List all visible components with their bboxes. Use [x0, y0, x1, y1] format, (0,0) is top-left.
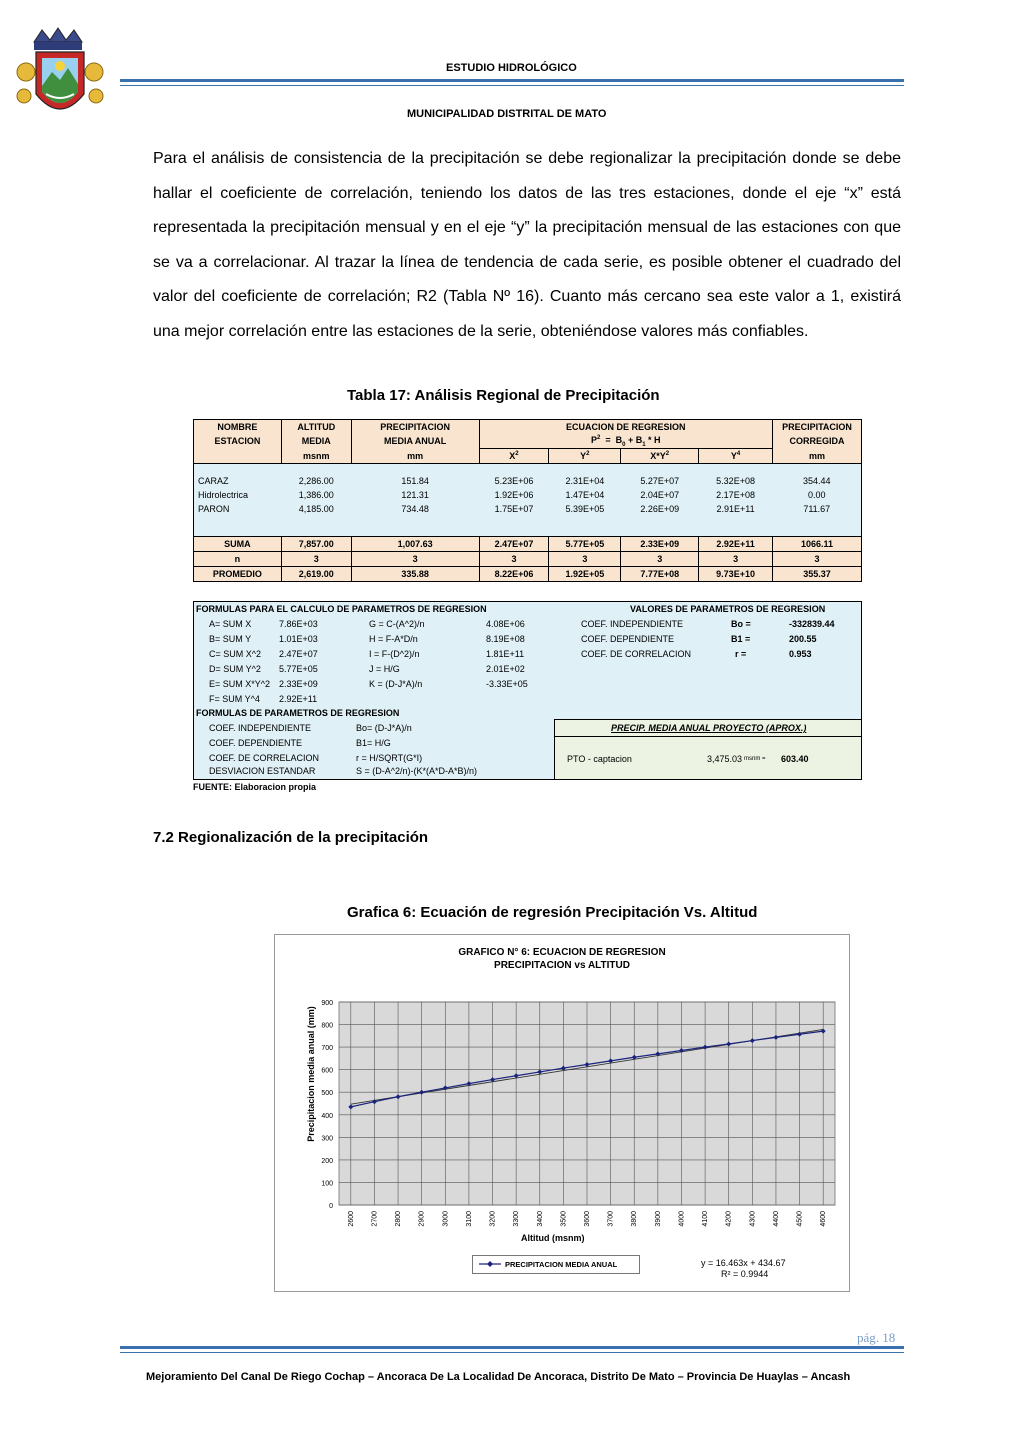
col-formula: $P^2 = B_0 + B_1 * H$ — [479, 434, 773, 449]
table-row — [194, 488, 862, 502]
chart-caption: Grafica 6: Ecuación de regresión Precipitación Vs. Altitud — [347, 904, 758, 921]
x-tick-label: 2700 — [371, 1211, 379, 1227]
table-source: FUENTE: Elaboracion propia — [193, 782, 317, 792]
col-corregida: CORREGIDA — [773, 434, 862, 449]
cell: 121.31 — [401, 490, 429, 500]
formula-value: 8.19E+08 — [486, 634, 525, 644]
cell: 2.33E+09 — [621, 537, 699, 552]
param-symbol: r = — [735, 649, 747, 659]
x-tick-label: 3800 — [631, 1211, 639, 1227]
param-value: 200.55 — [789, 634, 817, 644]
col-precip-corr: PRECIPITACION — [773, 420, 862, 435]
x-tick-label: 4000 — [678, 1211, 686, 1227]
cell: 2,619.00 — [281, 567, 351, 582]
col-media: MEDIA — [281, 434, 351, 449]
formula2-expr: Bo= (D-J*A)/n — [356, 723, 412, 733]
cell: 1,007.63 — [351, 537, 479, 552]
col-estacion: ESTACION — [194, 434, 282, 449]
proj-title: PRECIP. MEDIA ANUAL PROYECTO (APROX.) — [611, 723, 807, 733]
proj-alt: 3,475.03 — [707, 754, 743, 764]
suma-row — [194, 537, 862, 552]
formula-value: 2.33E+09 — [279, 679, 318, 689]
col-msnm: msnm — [281, 449, 351, 464]
regional-analysis-table — [193, 419, 862, 582]
x-tick-label: 3500 — [560, 1211, 568, 1227]
param-symbol: B1 = — [731, 634, 751, 644]
x-tick-label: 3900 — [654, 1211, 662, 1227]
cell: 5.23E+06 — [494, 476, 534, 486]
section-heading: 7.2 Regionalización de la precipitación — [153, 829, 429, 846]
formula-label: G = C-(A^2)/n — [369, 619, 425, 629]
y-axis-label: Precipitacion media anual (mm) — [306, 1006, 316, 1142]
cell: 5.39E+05 — [565, 504, 605, 514]
formula-value: 4.08E+06 — [486, 619, 525, 629]
x-tick-label: 3300 — [513, 1211, 521, 1227]
cell: 734.48 — [401, 504, 429, 514]
formula2-label: COEF. DE CORRELACION — [209, 753, 320, 763]
valores-title: VALORES DE PARAMETROS DE REGRESION — [630, 604, 826, 614]
formula-label: C= SUM X^2 — [209, 649, 261, 659]
footer-text: Mejoramiento Del Canal De Riego Cochap – Ancoraca De La Localidad De Ancoraca, Distrito De Mato – Provincia De Huaylas – Ancash — [146, 1371, 851, 1383]
x-tick-label: 4200 — [725, 1211, 733, 1227]
cell: Hidrolectrica — [194, 488, 282, 502]
cell: 2.17E+08 — [716, 490, 755, 500]
col-xy2: $X*Y^2$ — [621, 449, 699, 464]
formula-label: E= SUM X*Y^2 — [209, 679, 270, 689]
formula2-expr: B1= H/G — [356, 738, 391, 748]
param-symbol: Bo = — [731, 619, 751, 629]
cell: 1066.11 — [773, 537, 862, 552]
cell: 355.37 — [773, 567, 862, 582]
x-tick-label: 2800 — [395, 1211, 403, 1227]
proj-unit: msnm = — [744, 756, 766, 762]
formula-label: A= SUM X — [209, 619, 252, 629]
chart-title-line: GRAFICO N° 6: ECUACION DE REGRESION — [458, 947, 666, 958]
header-divider-thin — [120, 85, 904, 86]
x-tick-label: 3700 — [607, 1211, 615, 1227]
legend-marker-icon — [479, 1260, 501, 1268]
chart-frame — [274, 934, 850, 1292]
cell: PROMEDIO — [194, 567, 282, 582]
cell: 3 — [479, 552, 549, 567]
formula-value: 5.77E+05 — [279, 664, 318, 674]
y-tick-label: 200 — [321, 1157, 333, 1165]
trend-equation: y = 16.463x + 434.67 — [701, 1258, 786, 1268]
footer-divider-thin — [120, 1352, 904, 1353]
footer-divider — [120, 1346, 904, 1349]
x-tick-label: 3100 — [465, 1211, 473, 1227]
proj-value: 603.40 — [781, 754, 809, 764]
formula2-expr: S = (D-A^2/n)-(K*(A*D-A*B)/n) — [356, 766, 477, 776]
cell: 7,857.00 — [281, 537, 351, 552]
project-box — [554, 719, 861, 779]
cell: 2,286.00 — [298, 476, 334, 486]
formulas2-title: FORMULAS DE PARAMETROS DE REGRESION — [196, 708, 400, 718]
formula-value: 7.86E+03 — [279, 619, 318, 629]
formula2-expr: r = H/SQRT(G*I) — [356, 753, 423, 763]
cell: 3 — [699, 552, 773, 567]
cell: 3 — [621, 552, 699, 567]
y-tick-label: 400 — [321, 1112, 333, 1120]
col-media-anual: MEDIA ANUAL — [351, 434, 479, 449]
x-tick-label: 2600 — [347, 1211, 355, 1227]
y-tick-label: 700 — [321, 1045, 333, 1053]
x-tick-label: 4600 — [820, 1211, 828, 1227]
formula-label: F= SUM Y^4 — [209, 694, 260, 704]
formula-value: -3.33E+05 — [486, 679, 528, 689]
x-axis-label: Altitud (msnm) — [521, 1233, 585, 1243]
col-altitud: ALTITUD — [281, 420, 351, 435]
cell: 3 — [549, 552, 621, 567]
y-tick-label: 800 — [321, 1022, 333, 1030]
formula-label: J = H/G — [369, 664, 400, 674]
y-tick-label: 500 — [321, 1090, 333, 1098]
formula-value: 1.01E+03 — [279, 634, 318, 644]
formula-label: H = F-A*D/n — [369, 634, 418, 644]
table-row — [194, 502, 862, 516]
cell: 2.92E+11 — [699, 537, 773, 552]
n-row — [194, 552, 862, 567]
x-tick-label: 3400 — [536, 1211, 544, 1227]
body-paragraph: Para el análisis de consistencia de la precipitación se debe regionalizar la precipitación donde se debe hallar el coeficiente de correlación, teniendo los datos de las tres estaciones, donde el eje “x” está representada la precipitación mensual y en el eje “y” la precipitación mensual de las estaciones con que se va a correlacionar. Al trazar la línea de tendencia de cada serie, es posible obtener el cuadrado del valor del coeficiente de correlación; R2 (Tabla Nº 16). Cuanto más cercano sea este valor a 1, existirá una mejor correlación entre las estaciones de la serie, obteniéndose valores más confiables. — [153, 150, 901, 340]
formula-value: 1.81E+11 — [486, 649, 525, 659]
formula2-label: COEF. INDEPENDIENTE — [209, 723, 312, 733]
cell: 1.75E+07 — [494, 504, 534, 514]
cell: SUMA — [194, 537, 282, 552]
cell: 4,185.00 — [298, 504, 334, 514]
cell: 3 — [281, 552, 351, 567]
formula-value: 2.01E+02 — [486, 664, 525, 674]
param-label: COEF. DE CORRELACION — [581, 649, 692, 659]
cell: 354.44 — [773, 474, 862, 488]
formula-label: D= SUM Y^2 — [209, 664, 261, 674]
cell: 1.92E+06 — [494, 490, 534, 500]
y-tick-label: 300 — [321, 1135, 333, 1143]
param-label: COEF. INDEPENDIENTE — [581, 619, 684, 629]
param-value: -332839.44 — [789, 619, 835, 629]
col-y2: $Y^2$ — [549, 449, 621, 464]
cell: n — [194, 552, 282, 567]
param-value: 0.953 — [789, 649, 812, 659]
header-divider — [120, 79, 904, 82]
x-tick-label: 2900 — [418, 1211, 426, 1227]
x-tick-label: 3200 — [489, 1211, 497, 1227]
header-subtitle: MUNICIPALIDAD DISTRITAL DE MATO — [407, 108, 607, 120]
formula-label: I = F-(D^2)/n — [369, 649, 420, 659]
cell: 9.73E+10 — [699, 567, 773, 582]
cell: 2.04E+07 — [640, 490, 680, 500]
table-row — [194, 474, 862, 488]
param-label: COEF. DEPENDIENTE — [581, 634, 675, 644]
col-mm: mm — [351, 449, 479, 464]
page-number: pág. 18 — [857, 1330, 896, 1345]
formula-value: 2.47E+07 — [279, 649, 318, 659]
chart-legend — [472, 1255, 640, 1274]
x-tick-label: 4300 — [749, 1211, 757, 1227]
x-tick-label: 3600 — [584, 1211, 591, 1227]
cell: 7.77E+08 — [621, 567, 699, 582]
trend-r2: R² = 0.9944 — [721, 1269, 769, 1279]
col-nombre: NOMBRE — [194, 420, 282, 435]
blank — [194, 449, 282, 464]
header-title: ESTUDIO HIDROLÓGICO — [446, 62, 577, 74]
municipal-emblem-logo — [12, 24, 112, 132]
formulas-title: FORMULAS PARA EL CALCULO DE PARAMETROS DE REGRESION — [196, 604, 487, 614]
formulas-block — [193, 601, 862, 780]
cell: 335.88 — [351, 567, 479, 582]
formula2-label: COEF. DEPENDIENTE — [209, 738, 303, 748]
cell: 5.27E+07 — [640, 476, 680, 486]
cell: 0.00 — [773, 488, 862, 502]
promedio-row — [194, 567, 862, 582]
col-precip: PRECIPITACION — [351, 420, 479, 435]
y-tick-label: 900 — [321, 1000, 333, 1007]
formula-label: B= SUM Y — [209, 634, 252, 644]
cell: 3 — [351, 552, 479, 567]
formula-label: K = (D-J*A)/n — [369, 679, 423, 689]
cell: 711.67 — [773, 502, 862, 516]
col-mm2: mm — [773, 449, 862, 464]
table-caption: Tabla 17: Análisis Regional de Precipitación — [347, 387, 660, 404]
col-x2: $X^2$ — [479, 449, 549, 464]
cell: CARAZ — [194, 474, 282, 488]
cell: 5.77E+05 — [549, 537, 621, 552]
cell: PARON — [194, 502, 282, 516]
y-tick-label: 100 — [321, 1180, 333, 1188]
col-y4: $Y^4$ — [699, 449, 773, 464]
y-tick-label: 600 — [321, 1067, 333, 1075]
cell: 2.91E+11 — [716, 504, 755, 514]
cell: 1.92E+05 — [549, 567, 621, 582]
col-ecuacion: ECUACION DE REGRESION — [479, 420, 773, 435]
x-tick-label: 3000 — [442, 1211, 450, 1227]
legend-label: PRECIPITACION MEDIA ANUAL — [505, 1260, 618, 1269]
formula2-label: DESVIACION ESTANDAR — [209, 766, 316, 776]
cell: 1.47E+04 — [565, 490, 605, 500]
cell: 1,386.00 — [298, 490, 334, 500]
x-tick-label: 4400 — [772, 1211, 780, 1227]
formula-value: 2.92E+11 — [279, 694, 318, 704]
x-tick-label: 4500 — [796, 1211, 804, 1227]
y-tick-label: 0 — [329, 1203, 333, 1210]
cell: 151.84 — [401, 476, 429, 486]
cell: 2.47E+07 — [479, 537, 549, 552]
cell: 3 — [773, 552, 862, 567]
cell: 8.22E+06 — [479, 567, 549, 582]
chart-subtitle-line: PRECIPITACION vs ALTITUD — [494, 960, 630, 971]
proj-label: PTO - captacion — [567, 754, 632, 764]
cell: 2.31E+04 — [565, 476, 605, 486]
cell: 2.26E+09 — [640, 504, 680, 514]
x-tick-label: 4100 — [702, 1211, 710, 1227]
cell: 5.32E+08 — [716, 476, 755, 486]
